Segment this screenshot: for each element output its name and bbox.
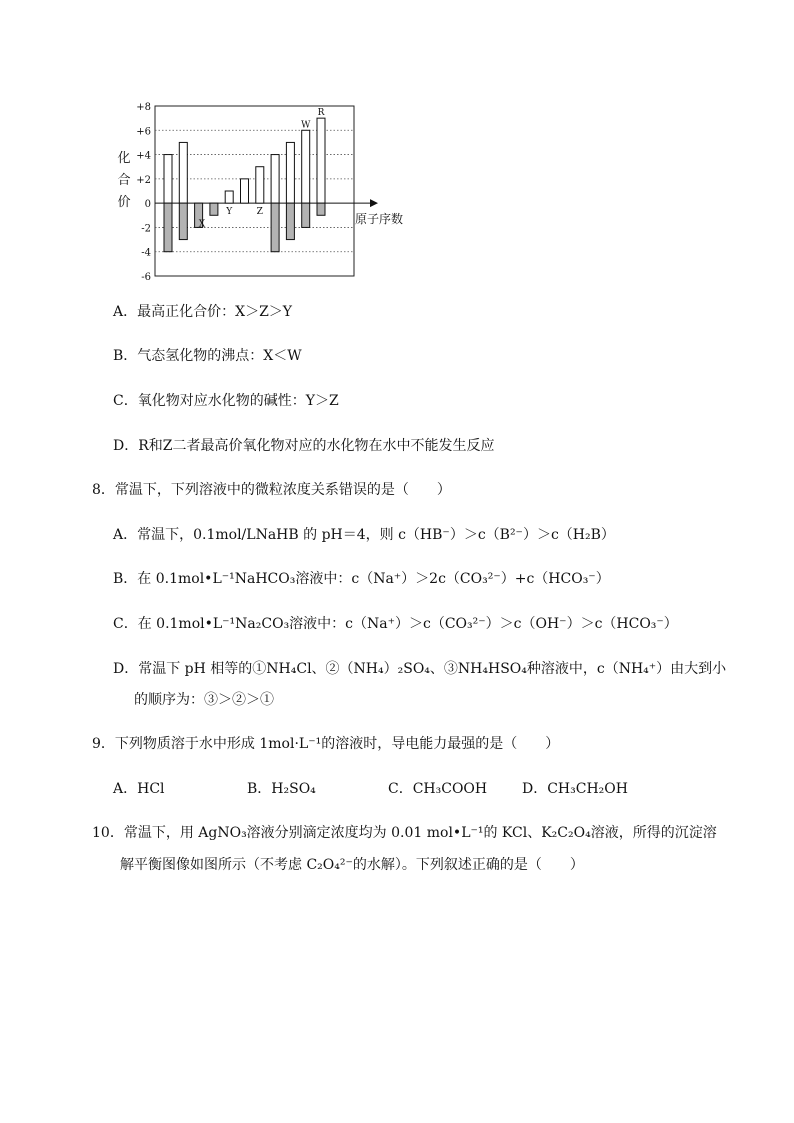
y-axis-label-char: 化: [117, 151, 131, 166]
q8-option-b: B．在 0.1mol•L⁻¹NaHCO₃溶液中：c（Na⁺）＞2c（CO₃²⁻）+c（HCO₃⁻）: [113, 571, 610, 587]
bar-positive-valence: [271, 155, 279, 204]
y-axis-label-char: 合: [117, 173, 131, 188]
bar-positive-valence: [302, 130, 310, 203]
q8-option-d-line2: 的顺序为：③＞②＞①: [134, 692, 274, 708]
bar-positive-valence: [241, 179, 249, 203]
y-tick-label: -4: [141, 247, 151, 259]
bar-positive-valence: [256, 167, 264, 203]
bar-positive-valence: [225, 191, 233, 203]
y-tick-label: -6: [141, 272, 151, 283]
q8-stem: 8．常温下，下列溶液中的微粒浓度关系错误的是（ ）: [92, 482, 451, 498]
bar-negative-valence: [179, 203, 187, 239]
q8-option-a: A．常温下，0.1mol/LNaHB 的 pH＝4，则 c（HB⁻）＞c（B²⁻）＞c（H₂B）: [113, 527, 615, 543]
q9-option-a: A．HCl: [113, 781, 165, 797]
bar-negative-valence: [286, 203, 294, 239]
y-tick-label: +8: [136, 102, 151, 113]
q9-stem: 9．下列物质溶于水中形成 1mol·L⁻¹的溶液时，导电能力最强的是（ ）: [92, 736, 560, 752]
q10-stem-line1: 10．常温下，用 AgNO₃溶液分别滴定浓度均为 0.01 mol•L⁻¹的 KCl、K₂C₂O₄溶液，所得的沉淀溶: [92, 825, 717, 841]
bar-positive-valence: [317, 118, 325, 203]
x-axis-arrow-icon: [370, 199, 378, 207]
q9-option-c: C．CH₃COOH: [388, 781, 488, 797]
y-tick-label: -2: [141, 223, 151, 235]
y-axis-label-char: 价: [117, 195, 131, 210]
q7-option-a: A．最高正化合价：X＞Z＞Y: [113, 304, 293, 320]
element-label: Y: [226, 207, 233, 218]
bar-positive-valence: [286, 142, 294, 203]
x-axis-label: 原子序数: [355, 212, 404, 227]
element-label: X: [198, 219, 206, 230]
q8-option-c: C．在 0.1mol•L⁻¹Na₂CO₃溶液中：c（Na⁺）＞c（CO₃²⁻）＞c（OH⁻）＞c（HCO₃⁻）: [113, 616, 678, 632]
q8-option-d-line1: D．常温下 pH 相等的①NH₄Cl、②（NH₄）₂SO₄、③NH₄HSO₄种溶液中，c（NH₄⁺）由大到小: [113, 661, 727, 677]
y-tick-label: 0: [144, 199, 151, 211]
bar-negative-valence: [164, 203, 172, 252]
q9-option-b: B．H₂SO₄: [247, 781, 316, 797]
y-tick-label: +2: [136, 174, 151, 186]
bar-positive-valence: [164, 155, 172, 204]
element-label: R: [317, 108, 325, 119]
bar-negative-valence: [210, 203, 218, 215]
y-tick-label: +4: [136, 150, 151, 162]
bar-negative-valence: [317, 203, 325, 215]
valence-bar-chart: [110, 98, 410, 284]
q7-option-c: C．氧化物对应水化物的碱性：Y＞Z: [113, 393, 339, 409]
q7-option-d: D．R和Z二者最高价氧化物对应的水化物在水中不能发生反应: [113, 438, 495, 454]
element-label: W: [301, 120, 311, 131]
q10-stem-line2: 解平衡图像如图所示（不考虑 C₂O₄²⁻的水解）。下列叙述正确的是（ ）: [120, 857, 584, 873]
q9-option-d: D．CH₃CH₂OH: [522, 781, 628, 797]
bar-negative-valence: [302, 203, 310, 227]
q7-option-b: B．气态氢化物的沸点：X＜W: [113, 348, 302, 364]
element-label: Z: [256, 207, 263, 218]
bar-positive-valence: [179, 142, 187, 203]
bar-negative-valence: [271, 203, 279, 252]
y-tick-label: +6: [136, 126, 151, 138]
